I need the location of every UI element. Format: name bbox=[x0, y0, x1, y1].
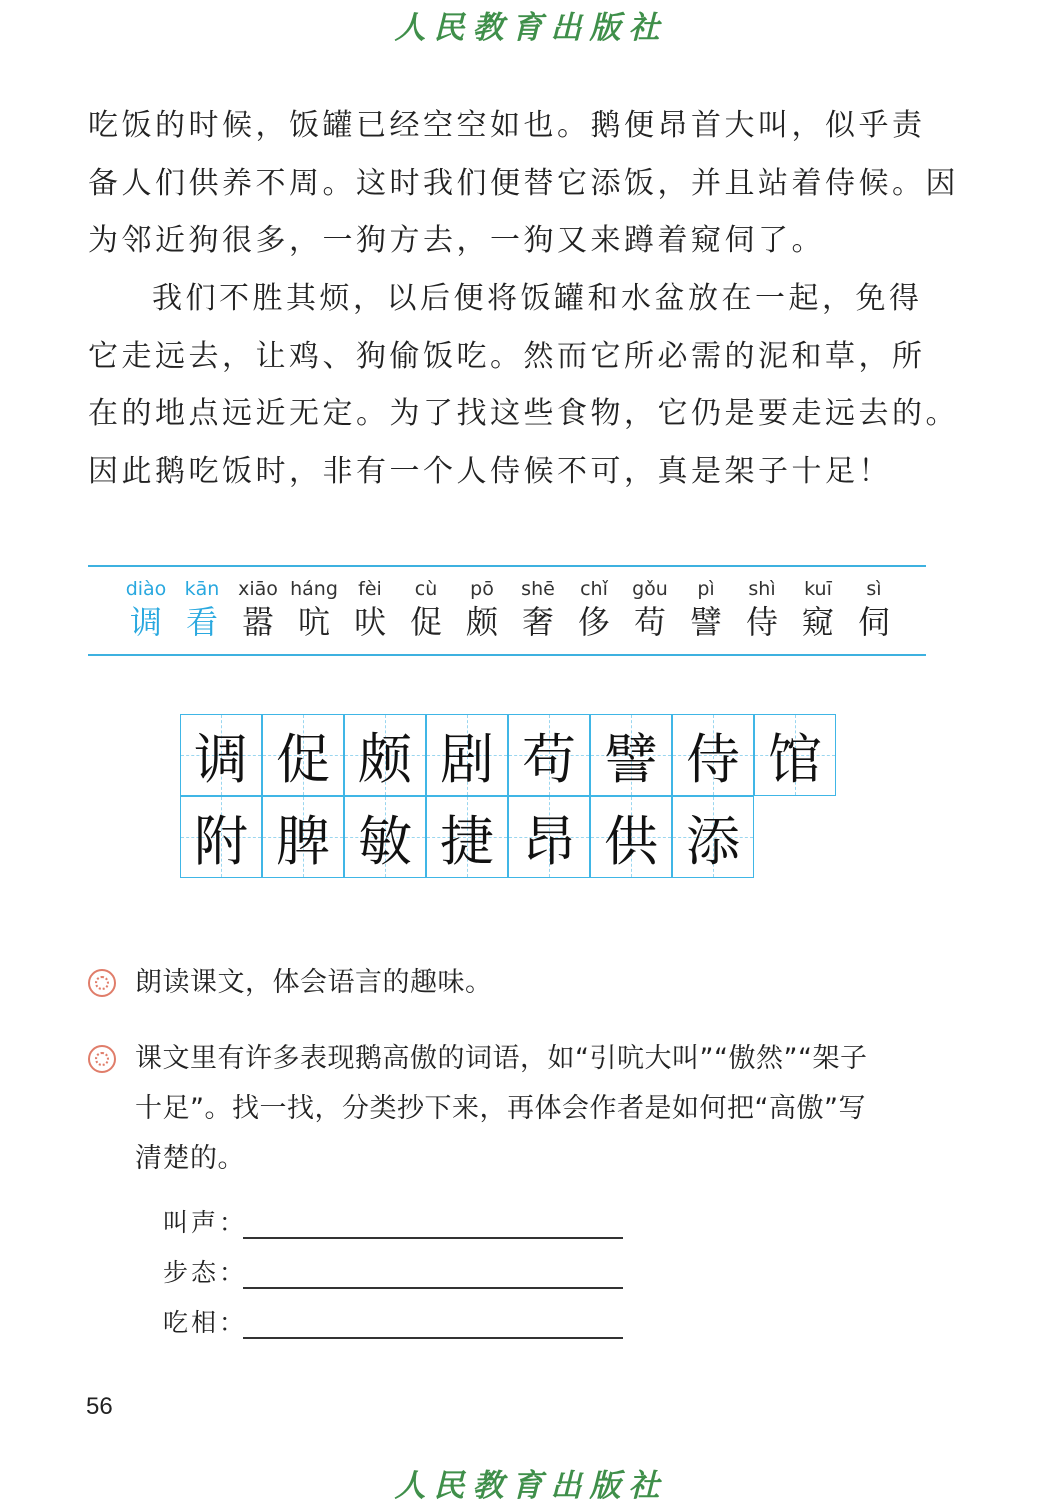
hanzi: 窥 bbox=[801, 603, 834, 641]
vocab-item bbox=[342, 576, 398, 642]
vocab-item bbox=[118, 576, 174, 642]
vocab-top-rule bbox=[88, 565, 926, 567]
grid-cell bbox=[344, 796, 426, 878]
vocab-list bbox=[118, 576, 918, 646]
grid-char: 剧 bbox=[440, 727, 494, 791]
vocab-item bbox=[510, 576, 566, 642]
grid-cell bbox=[262, 796, 344, 878]
pinyin: pō bbox=[470, 578, 494, 600]
grid-char: 侍 bbox=[686, 727, 740, 791]
grid-cell bbox=[590, 796, 672, 878]
vocab-bottom-rule bbox=[88, 654, 926, 656]
text-line: 备人们供养不周。这时我们便替它添饭，并且站着侍候。因 bbox=[88, 165, 959, 201]
pinyin: pì bbox=[697, 578, 715, 600]
grid-cell bbox=[672, 714, 754, 796]
grid-char: 捷 bbox=[440, 809, 494, 873]
fill-label: 步态： bbox=[163, 1258, 248, 1287]
vocab-item bbox=[846, 576, 902, 642]
grid-char: 调 bbox=[194, 727, 248, 791]
grid-char: 馆 bbox=[768, 727, 822, 791]
pinyin: fèi bbox=[358, 578, 382, 600]
hanzi: 调 bbox=[129, 603, 162, 641]
exercise-badge-icon bbox=[88, 969, 116, 997]
vocab-item bbox=[398, 576, 454, 642]
pinyin: sì bbox=[866, 578, 882, 600]
grid-cell bbox=[426, 714, 508, 796]
grid-cell bbox=[344, 714, 426, 796]
text-line: 为邻近狗很多，一狗方去，一狗又来蹲着窥伺了。 bbox=[88, 223, 825, 258]
paragraph-1 bbox=[88, 97, 959, 270]
hanzi: 促 bbox=[409, 603, 442, 641]
pinyin: gǒu bbox=[632, 578, 668, 600]
pinyin: háng bbox=[290, 578, 338, 600]
hanzi: 看 bbox=[185, 603, 218, 641]
grid-char: 颇 bbox=[358, 727, 412, 791]
fill-label: 叫声： bbox=[163, 1208, 248, 1237]
vocab-item bbox=[174, 576, 230, 642]
vocab-item bbox=[790, 576, 846, 642]
vocab-item bbox=[230, 576, 286, 642]
grid-cell bbox=[508, 796, 590, 878]
text-line: 因此鹅吃饭时，非有一个人侍候不可，真是架子十足！ bbox=[88, 453, 892, 489]
page-number: 56 bbox=[86, 1393, 113, 1420]
vocab-item bbox=[286, 576, 342, 642]
paragraph-2 bbox=[88, 270, 959, 500]
grid-char: 促 bbox=[276, 727, 330, 791]
grid-char: 昂 bbox=[522, 809, 576, 873]
hanzi: 譬 bbox=[689, 603, 722, 641]
answer-line[interactable] bbox=[243, 1237, 623, 1239]
text-line: 吃饭的时候，饭罐已经空空如也。鹅便昂首大叫，似乎责 bbox=[88, 108, 926, 143]
hanzi: 颇 bbox=[465, 603, 498, 641]
vocab-item bbox=[454, 576, 510, 642]
answer-line[interactable] bbox=[243, 1287, 623, 1289]
grid-char: 苟 bbox=[522, 727, 576, 791]
exercise-line: 课文里有许多表现鹅高傲的词语，如“引吭大叫”“傲然”“架子 bbox=[135, 1043, 868, 1074]
grid-cell bbox=[754, 714, 836, 796]
hanzi: 吠 bbox=[353, 603, 386, 641]
vocab-item bbox=[566, 576, 622, 642]
grid-char: 添 bbox=[686, 809, 740, 873]
grid-cell bbox=[590, 714, 672, 796]
exercise-badge-icon bbox=[88, 1045, 116, 1073]
hanzi: 嚣 bbox=[241, 603, 274, 641]
vocab-item bbox=[678, 576, 734, 642]
hanzi: 侍 bbox=[745, 603, 778, 641]
vocab-item bbox=[622, 576, 678, 642]
hanzi: 伺 bbox=[857, 603, 890, 641]
pinyin: diào bbox=[125, 578, 167, 600]
grid-char: 供 bbox=[604, 809, 658, 873]
hanzi: 苟 bbox=[633, 603, 666, 641]
fill-label: 吃相： bbox=[163, 1308, 248, 1337]
exercise-line: 朗读课文，体会语言的趣味。 bbox=[135, 967, 493, 998]
exercise-line: 清楚的。 bbox=[135, 1143, 245, 1174]
text-line: 在的地点远近无定。为了找这些食物，它仍是要走远去的。 bbox=[88, 396, 959, 431]
hanzi: 吭 bbox=[297, 603, 330, 641]
pinyin: kuī bbox=[804, 578, 832, 600]
grid-char: 譬 bbox=[604, 727, 658, 791]
publisher-header: 人民教育出版社 bbox=[394, 10, 668, 46]
grid-char: 敏 bbox=[358, 809, 412, 873]
pinyin: shì bbox=[748, 578, 776, 600]
vocab-item bbox=[734, 576, 790, 642]
grid-cell bbox=[426, 796, 508, 878]
text-line: 我们不胜其烦，以后便将饭罐和水盆放在一起，免得 bbox=[152, 281, 923, 316]
grid-cell bbox=[180, 796, 262, 878]
text-line: 它走远去，让鸡、狗偷饭吃。然而它所必需的泥和草，所 bbox=[88, 338, 926, 374]
pinyin: cù bbox=[414, 578, 438, 600]
grid-cell bbox=[262, 714, 344, 796]
pinyin: chǐ bbox=[580, 578, 608, 600]
answer-line[interactable] bbox=[243, 1337, 623, 1339]
exercise-2 bbox=[135, 1034, 935, 1184]
publisher-footer: 人民教育出版社 bbox=[394, 1468, 668, 1504]
grid-cell bbox=[672, 796, 754, 878]
hanzi: 奢 bbox=[521, 603, 554, 641]
pinyin: shē bbox=[521, 578, 555, 600]
pinyin: kān bbox=[184, 578, 220, 600]
grid-char: 附 bbox=[194, 809, 248, 873]
exercise-line: 十足”。找一找，分类抄下来，再体会作者是如何把“高傲”写 bbox=[135, 1093, 866, 1124]
exercise-1 bbox=[135, 958, 935, 1008]
grid-char: 脾 bbox=[276, 809, 330, 873]
hanzi: 侈 bbox=[577, 603, 610, 641]
grid-cell bbox=[508, 714, 590, 796]
pinyin: xiāo bbox=[238, 578, 278, 600]
grid-cell bbox=[180, 714, 262, 796]
